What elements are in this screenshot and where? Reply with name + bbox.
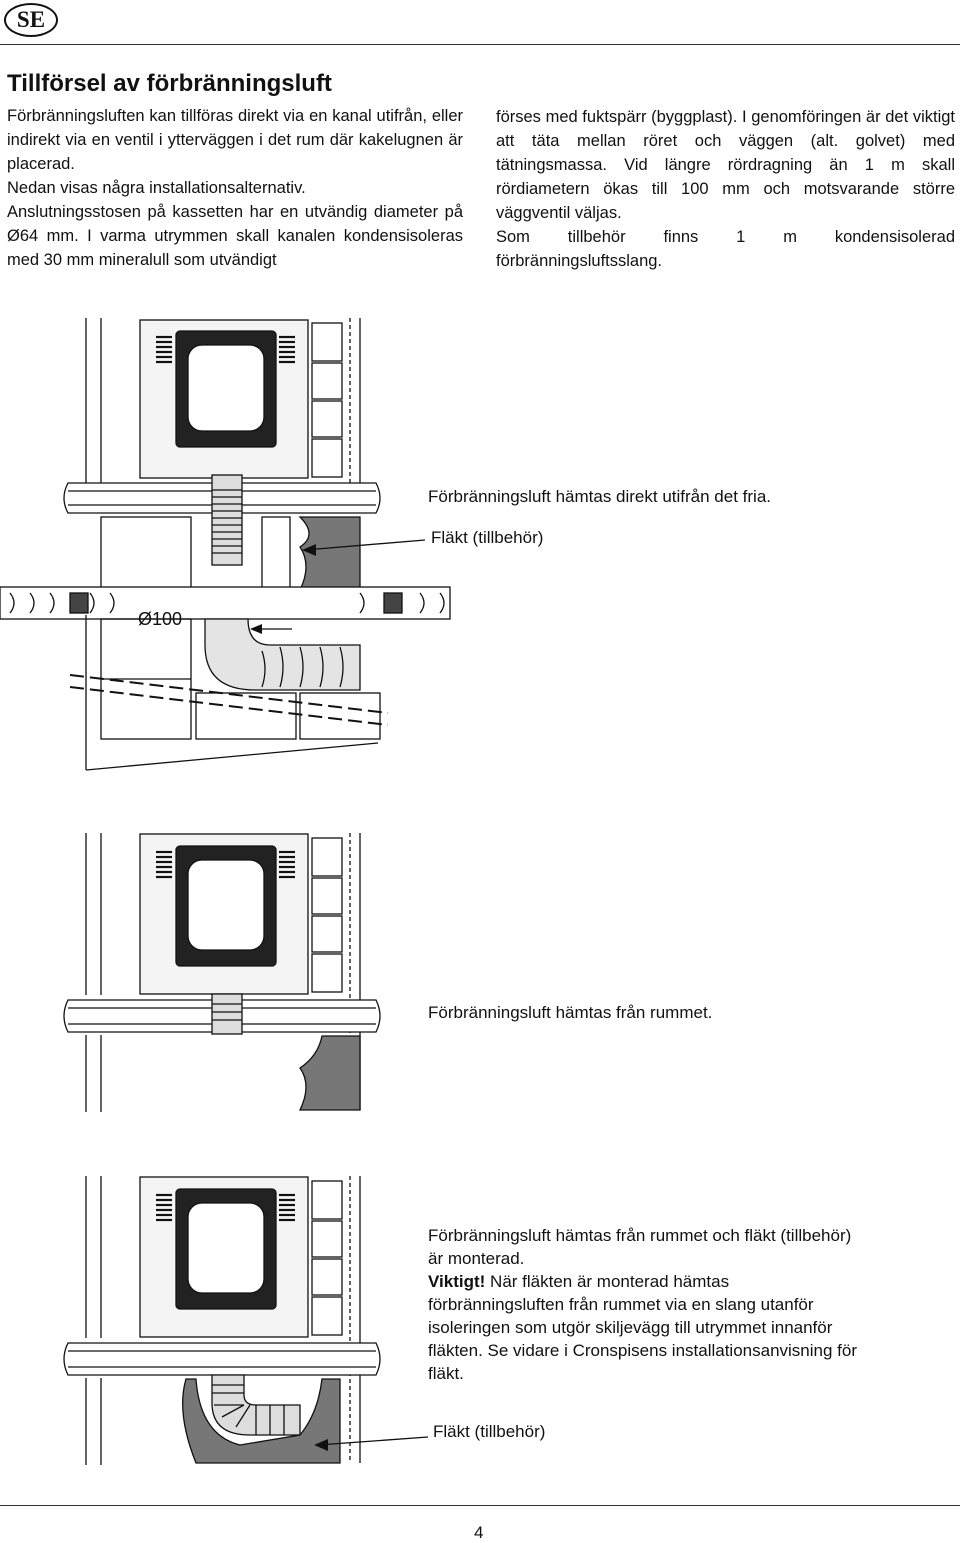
footer-rule [0, 1505, 960, 1506]
left-column [7, 104, 463, 272]
figure-room-air-diagram [0, 830, 960, 1115]
figure2-caption: Förbränningsluft hämtas från rummet. [428, 1003, 713, 1022]
paragraph: Anslutningsstosen på kassetten har en utvändig diameter på Ø64 mm. I varma utrymmen skall kanalen kondensisoleras med 30 mm mineralull som utvändigt [7, 203, 463, 269]
note-emphasis: Viktigt! [428, 1272, 486, 1291]
note-text: När fläkten är monterad hämtas förbränningsluften från rummet via en slang utanför isoleringen som utgör skiljevägg till utrymmet innanför fläkten. Se vidare i Cronspisens installationsanvisning för fläkt. [428, 1272, 858, 1383]
page-title: Tillförsel av förbränningsluft [7, 70, 332, 97]
diameter-label: Ø100 [138, 609, 183, 629]
figure3-note [428, 1270, 868, 1385]
paragraph: Förbränningsluften kan tillföras direkt via en kanal utifrån, eller indirekt via en ventil i ytterväggen i det rum där kakelugnen är placerad. [7, 107, 463, 173]
page-number: 4 [474, 1523, 484, 1542]
paragraph: Som tillbehör finns 1 m kondensisolerad förbränningsluftsslang. [496, 228, 955, 270]
fan-label: Fläkt (tillbehör) [433, 1422, 546, 1441]
paragraph: Nedan visas några installationsalternativ. [7, 179, 306, 197]
language-badge: SE [4, 3, 58, 37]
figure1-caption: Förbränningsluft hämtas direkt utifrån det fria. [428, 487, 771, 506]
paragraph: förses med fuktspärr (byggplast). I genomföringen är det viktigt att täta mellan röret och väggen (alt. golvet) med tätningsmassa. Vid längre rördragning än 1 m skall rördiametern ökas till 100 mm och motsvarande större väggventil väljas. [496, 108, 955, 222]
header-rule [0, 44, 960, 45]
right-column [496, 105, 955, 273]
fan-label: Fläkt (tillbehör) [431, 528, 544, 547]
figure3-caption: Förbränningsluft hämtas från rummet och fläkt (tillbehör) är monterad. [428, 1226, 852, 1268]
